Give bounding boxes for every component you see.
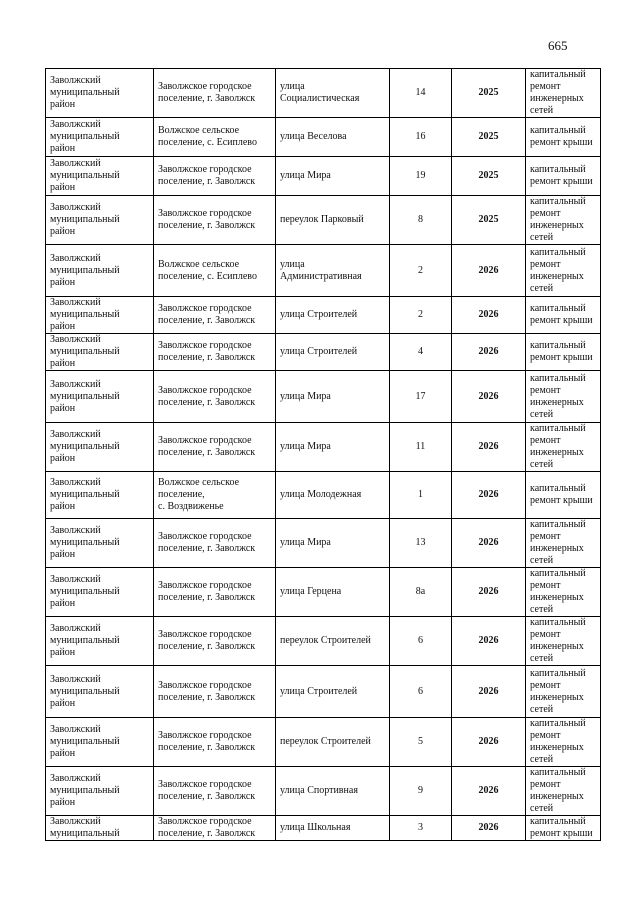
district-cell: Заволжский муниципальный район [46, 423, 154, 472]
district-cell: Заволжский муниципальный район [46, 334, 154, 371]
district-cell: Заволжский муниципальный район [46, 157, 154, 196]
street-cell: улица Герцена [276, 568, 390, 617]
street-cell: улица Школьная [276, 816, 390, 841]
street-cell: переулок Строителей [276, 617, 390, 666]
house-number-cell: 13 [390, 519, 452, 568]
work-type-cell: капитальный ремонт инженерных сетей [526, 245, 601, 297]
table-row [46, 816, 601, 841]
house-number-cell: 8а [390, 568, 452, 617]
work-type-cell: капитальный ремонт инженерных сетей [526, 69, 601, 118]
work-type-cell: капитальный ремонт инженерных сетей [526, 568, 601, 617]
table-row [46, 245, 601, 297]
district-cell: Заволжский муниципальный район [46, 519, 154, 568]
settlement-cell: Заволжское городское поселение, г. Заволжск [154, 334, 276, 371]
year-cell: 2026 [452, 423, 526, 472]
house-number-cell: 5 [390, 718, 452, 767]
table-row [46, 718, 601, 767]
street-cell: переулок Строителей [276, 718, 390, 767]
table-row [46, 568, 601, 617]
street-cell: улица Социалистическая [276, 69, 390, 118]
house-number-cell: 2 [390, 297, 452, 334]
year-cell: 2025 [452, 118, 526, 157]
year-cell: 2026 [452, 666, 526, 718]
year-cell: 2025 [452, 157, 526, 196]
street-cell: улица Мира [276, 371, 390, 423]
street-cell: улица Административная [276, 245, 390, 297]
settlement-cell: Заволжское городское поселение, г. Заволжск [154, 617, 276, 666]
settlement-cell: Заволжское городское поселение, г. Заволжск [154, 767, 276, 816]
year-cell: 2026 [452, 767, 526, 816]
house-number-cell: 6 [390, 666, 452, 718]
year-cell: 2026 [452, 568, 526, 617]
street-cell: улица Строителей [276, 666, 390, 718]
settlement-cell: Волжское сельское поселение, с. Есиплево [154, 118, 276, 157]
table-body [46, 69, 601, 841]
table-row [46, 666, 601, 718]
district-cell: Заволжский муниципальный район [46, 297, 154, 334]
district-cell: Заволжский муниципальный район [46, 196, 154, 245]
year-cell: 2026 [452, 617, 526, 666]
work-type-cell: капитальный ремонт инженерных сетей [526, 371, 601, 423]
street-cell: улица Веселова [276, 118, 390, 157]
district-cell: Заволжский муниципальный район [46, 245, 154, 297]
year-cell: 2025 [452, 69, 526, 118]
street-cell: улица Строителей [276, 334, 390, 371]
house-number-cell: 4 [390, 334, 452, 371]
table-row [46, 472, 601, 519]
work-type-cell: капитальный ремонт крыши [526, 157, 601, 196]
district-cell: Заволжский муниципальный район [46, 718, 154, 767]
district-cell: Заволжский муниципальный район [46, 767, 154, 816]
work-type-cell: капитальный ремонт инженерных сетей [526, 718, 601, 767]
street-cell: улица Спортивная [276, 767, 390, 816]
district-cell: Заволжский муниципальный район [46, 118, 154, 157]
page-number: 665 [548, 38, 568, 53]
settlement-cell: Волжское сельское поселение, с. Есиплево [154, 245, 276, 297]
table-row [46, 69, 601, 118]
district-cell: Заволжский муниципальный район [46, 69, 154, 118]
settlement-cell: Волжское сельское поселение, с. Воздвиженье [154, 472, 276, 519]
street-cell: улица Молодежная [276, 472, 390, 519]
table-row [46, 118, 601, 157]
district-cell: Заволжский муниципальный район [46, 617, 154, 666]
year-cell: 2026 [452, 718, 526, 767]
year-cell: 2026 [452, 297, 526, 334]
year-cell: 2026 [452, 371, 526, 423]
work-type-cell: капитальный ремонт инженерных сетей [526, 666, 601, 718]
district-cell: Заволжский муниципальный район [46, 666, 154, 718]
work-type-cell: капитальный ремонт крыши [526, 297, 601, 334]
table-row [46, 297, 601, 334]
house-number-cell: 17 [390, 371, 452, 423]
house-number-cell: 19 [390, 157, 452, 196]
table-row [46, 617, 601, 666]
street-cell: переулок Парковый [276, 196, 390, 245]
work-type-cell: капитальный ремонт крыши [526, 334, 601, 371]
work-type-cell: капитальный ремонт крыши [526, 816, 601, 841]
house-number-cell: 2 [390, 245, 452, 297]
house-number-cell: 6 [390, 617, 452, 666]
work-type-cell: капитальный ремонт крыши [526, 118, 601, 157]
district-cell: Заволжский муниципальный район [46, 568, 154, 617]
work-type-cell: капитальный ремонт инженерных сетей [526, 196, 601, 245]
table-row [46, 423, 601, 472]
settlement-cell: Заволжское городское поселение, г. Заволжск [154, 157, 276, 196]
housing-repair-table [45, 68, 601, 841]
settlement-cell: Заволжское городское поселение, г. Заволжск [154, 718, 276, 767]
house-number-cell: 3 [390, 816, 452, 841]
house-number-cell: 11 [390, 423, 452, 472]
year-cell: 2026 [452, 816, 526, 841]
table-row [46, 334, 601, 371]
street-cell: улица Строителей [276, 297, 390, 334]
house-number-cell: 1 [390, 472, 452, 519]
table-row [46, 519, 601, 568]
street-cell: улица Мира [276, 519, 390, 568]
street-cell: улица Мира [276, 157, 390, 196]
year-cell: 2025 [452, 196, 526, 245]
house-number-cell: 8 [390, 196, 452, 245]
settlement-cell: Заволжское городское поселение, г. Заволжск [154, 568, 276, 617]
house-number-cell: 16 [390, 118, 452, 157]
district-cell: Заволжский муниципальный [46, 816, 154, 841]
street-cell: улица Мира [276, 423, 390, 472]
settlement-cell: Заволжское городское поселение, г. Заволжск [154, 423, 276, 472]
settlement-cell: Заволжское городское поселение, г. Заволжск [154, 371, 276, 423]
table-row [46, 371, 601, 423]
settlement-cell: Заволжское городское поселение, г. Заволжск [154, 666, 276, 718]
work-type-cell: капитальный ремонт инженерных сетей [526, 423, 601, 472]
year-cell: 2026 [452, 245, 526, 297]
work-type-cell: капитальный ремонт инженерных сетей [526, 519, 601, 568]
table-row [46, 767, 601, 816]
year-cell: 2026 [452, 472, 526, 519]
settlement-cell: Заволжское городское поселение, г. Заволжск [154, 196, 276, 245]
work-type-cell: капитальный ремонт инженерных сетей [526, 767, 601, 816]
work-type-cell: капитальный ремонт инженерных сетей [526, 617, 601, 666]
house-number-cell: 9 [390, 767, 452, 816]
table-row [46, 157, 601, 196]
settlement-cell: Заволжское городское поселение, г. Заволжск [154, 297, 276, 334]
year-cell: 2026 [452, 519, 526, 568]
settlement-cell: Заволжское городское поселение, г. Заволжск [154, 816, 276, 841]
work-type-cell: капитальный ремонт крыши [526, 472, 601, 519]
house-number-cell: 14 [390, 69, 452, 118]
district-cell: Заволжский муниципальный район [46, 371, 154, 423]
table-row [46, 196, 601, 245]
district-cell: Заволжский муниципальный район [46, 472, 154, 519]
settlement-cell: Заволжское городское поселение, г. Заволжск [154, 519, 276, 568]
settlement-cell: Заволжское городское поселение, г. Заволжск [154, 69, 276, 118]
year-cell: 2026 [452, 334, 526, 371]
